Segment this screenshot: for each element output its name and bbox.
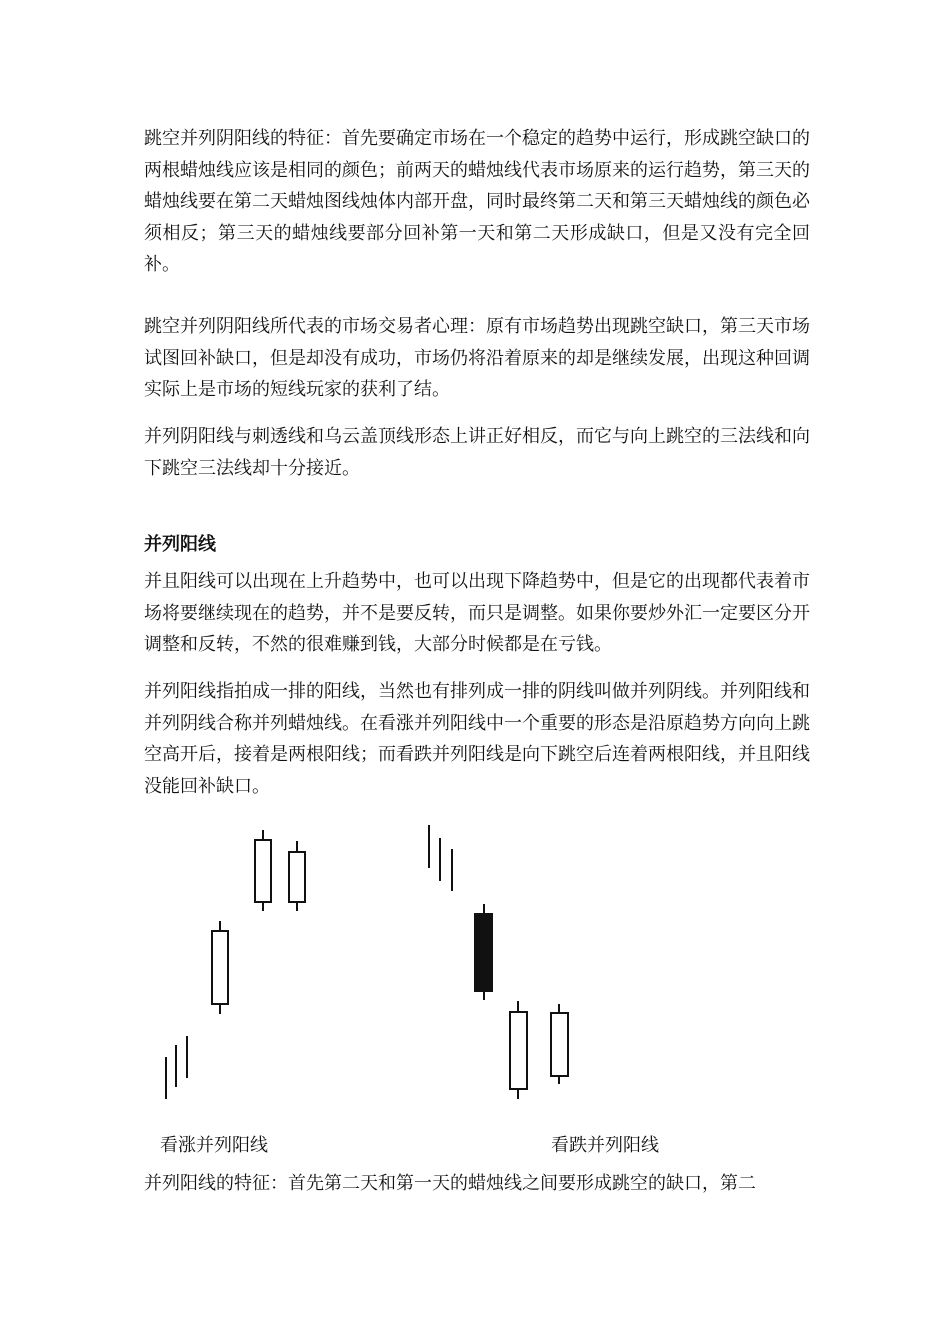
bullish-white-candle-2 [255,830,271,911]
caption-bullish: 看涨并列阳线 [160,1135,268,1156]
caption-bearish: 看跌并列阳线 [551,1135,659,1156]
bullish-white-candle-1 [212,921,228,1014]
paragraph-gap-side-by-side-psychology: 跳空并列阴阳线所代表的市场交易者心理：原有市场趋势出现跳空缺口，第三天市场试图回补缺口，但是却没有成功，市场仍将沿着原来的却是继续发展，出现这种回调实际上是市场的短线玩家的获利了结。 [144,316,810,400]
section-heading: 并列阳线 [144,534,216,555]
paragraph-side-by-side-white-definition: 并列阳线指拍成一排的阳线，当然也有排列成一排的阴线叫做并列阴线。并列阳线和并列阴线合称并列蜡烛线。在看涨并列阳线中一个重要的形态是沿原趋势方向向上跳空高开后，接着是两根阳线；而看跌并列阳线是向下跳空后连着两根阳线，并且阳线没能回补缺口。 [144,681,810,797]
bearish-white-candle-1 [510,1001,527,1099]
paragraph-gap-side-by-side-features: 跳空并列阴阳线的特征：首先要确定市场在一个稳定的趋势中运行，形成跳空缺口的两根蜡烛线应该是相同的颜色；前两天的蜡烛线代表市场原来的运行趋势，第三天的蜡烛线要在第二天蜡烛图线烛体内部开盘，同时最终第二天和第三天蜡烛线的颜色必须相反；第三天的蜡烛线要部分回补第一天和第二天形成缺口，但是又没有完全回补。 [144,128,810,275]
paragraph-comparison: 并列阴阳线与刺透线和乌云盖顶线形态上讲正好相反，而它与向上跳空的三法线和向下跳空三法线却十分接近。 [144,426,810,479]
bearish-black-candle [475,904,492,1000]
paragraph-side-by-side-white-intro: 并且阳线可以出现在上升趋势中，也可以出现下降趋势中，但是它的出现都代表着市场将要继续现在的趋势，并不是要反转，而只是调整。如果你要炒外汇一定要区分开调整和反转，不然的很难赚到钱，大部分时候都是在亏钱。 [144,571,810,655]
paragraph-side-by-side-white-features: 并列阳线的特征：首先第二天和第一天的蜡烛线之间要形成跳空的缺口，第二 [144,1173,756,1194]
bullish-white-candle-3 [289,841,305,911]
bearish-white-candle-2 [551,1004,568,1084]
